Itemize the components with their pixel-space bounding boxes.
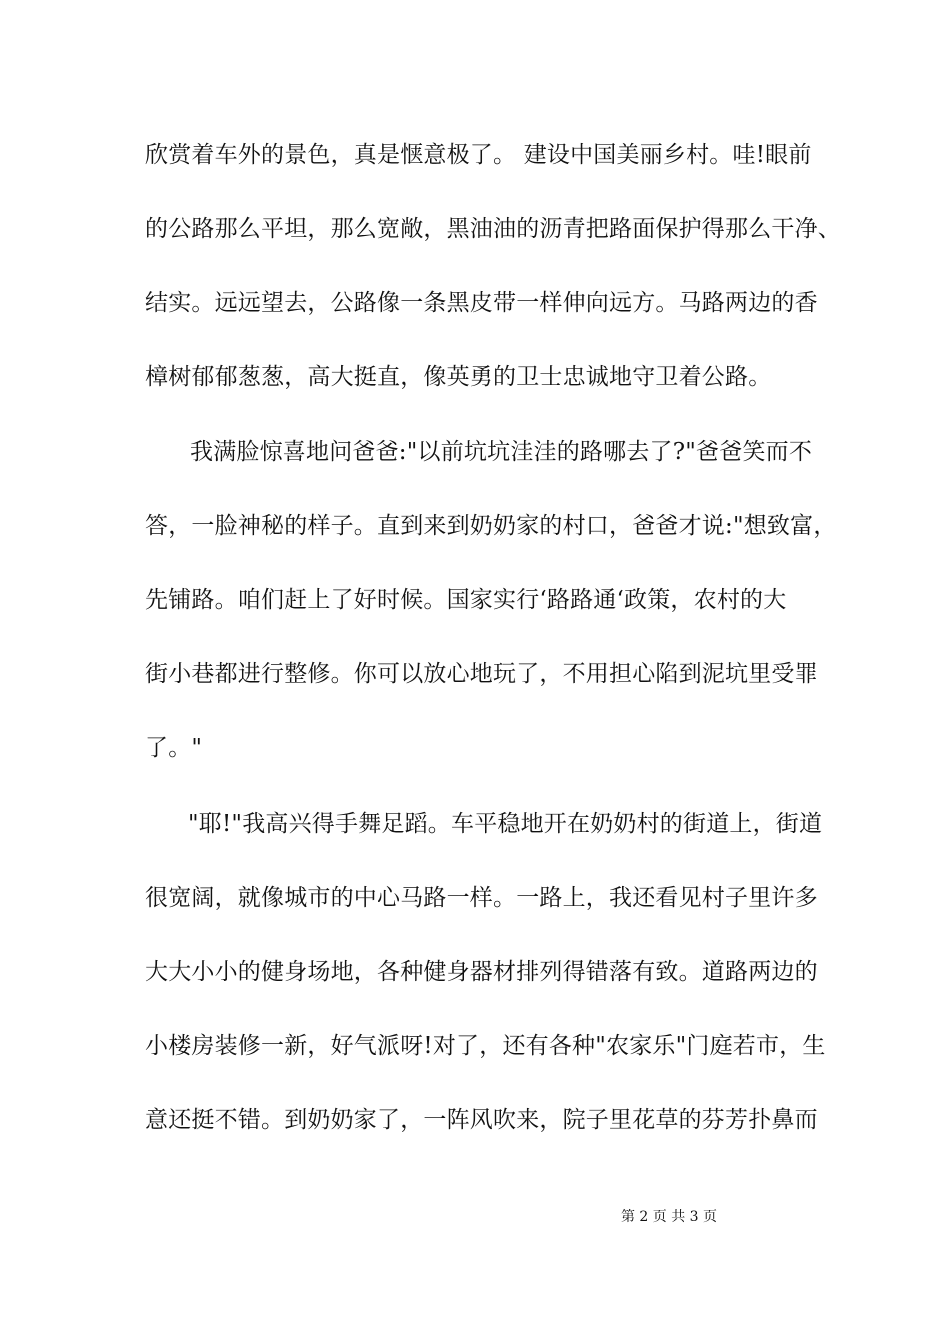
text-line: 结实。远远望去，公路像一条黑皮带一样伸向远方。马路两边的香 (145, 290, 818, 316)
paragraph-first-line: "耶!"我高兴得手舞足蹈。车平稳地开在奶奶村的街道上，街道 (188, 811, 823, 837)
text-line: 街小巷都进行整修。你可以放心地玩了，不用担心陷到泥坑里受罪 (145, 661, 818, 687)
text-line: 很宽阔，就像城市的中心马路一样。一路上，我还看见村子里许多 (145, 885, 818, 911)
page-number: 第 2 页 共 3 页 (620, 1209, 718, 1225)
page-footer (0, 1207, 950, 1227)
paragraph-first-line: 我满脸惊喜地问爸爸:"以前坑坑洼洼的路哪去了?"爸爸笑而不 (190, 439, 813, 465)
text-line: 先铺路。咱们赶上了好时候。国家实行‘路路通‘政策，农村的大 (145, 587, 787, 613)
text-line: 答，一脸神秘的样子。直到来到奶奶家的村口，爸爸才说:"想致富， (145, 513, 837, 539)
text-line: 小楼房装修一新，好气派呀!对了，还有各种"农家乐"门庭若市，生 (145, 1033, 826, 1059)
text-line: 的公路那么平坦，那么宽敞，黑油油的沥青把路面保护得那么干净、 (145, 216, 841, 242)
text-line: 了。" (145, 735, 203, 761)
text-line: 大大小小的健身场地，各种健身器材排列得错落有致。道路两边的 (145, 959, 818, 985)
text-line: 意还挺不错。到奶奶家了，一阵风吹来，院子里花草的芬芳扑鼻而 (145, 1107, 818, 1133)
text-line: 樟树郁郁葱葱，高大挺直，像英勇的卫士忠诚地守卫着公路。 (145, 364, 772, 390)
text-line: 欣赏着车外的景色，真是惬意极了。 建设中国美丽乡村。哇!眼前 (145, 142, 812, 168)
